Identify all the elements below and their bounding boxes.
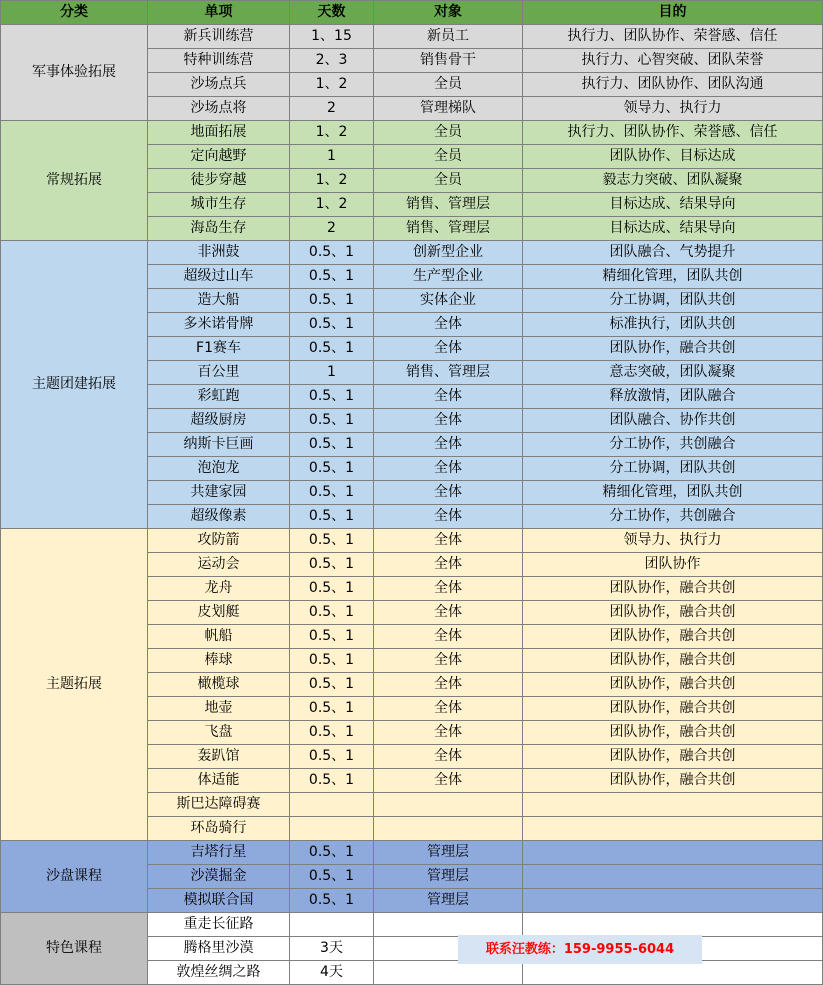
target-cell: 全体 <box>374 577 523 601</box>
item-cell: 多米诺骨牌 <box>148 313 290 337</box>
item-cell: 沙场点将 <box>148 97 290 121</box>
header-item: 单项 <box>148 1 290 25</box>
purpose-cell <box>523 817 823 841</box>
target-cell: 全体 <box>374 625 523 649</box>
target-cell <box>374 793 523 817</box>
item-cell: 橄榄球 <box>148 673 290 697</box>
item-cell: 运动会 <box>148 553 290 577</box>
item-cell: 轰趴馆 <box>148 745 290 769</box>
item-cell: 彩虹跑 <box>148 385 290 409</box>
item-cell: 攻防箭 <box>148 529 290 553</box>
target-cell: 生产型企业 <box>374 265 523 289</box>
item-cell: 吉塔行星 <box>148 841 290 865</box>
target-cell: 全体 <box>374 505 523 529</box>
purpose-cell <box>523 913 823 937</box>
target-cell: 全体 <box>374 337 523 361</box>
item-cell: 海岛生存 <box>148 217 290 241</box>
days-cell: 0.5、1 <box>290 529 374 553</box>
target-cell: 全体 <box>374 697 523 721</box>
purpose-cell: 团队协作，融合共创 <box>523 577 823 601</box>
category-cell: 军事体验拓展 <box>1 25 148 121</box>
table-body <box>1 25 823 985</box>
days-cell: 0.5、1 <box>290 673 374 697</box>
purpose-cell: 释放激情，团队融合 <box>523 385 823 409</box>
days-cell: 0.5、1 <box>290 577 374 601</box>
header-days: 天数 <box>290 1 374 25</box>
item-cell: 地面拓展 <box>148 121 290 145</box>
category-cell: 主题拓展 <box>1 529 148 841</box>
days-cell <box>290 793 374 817</box>
purpose-cell: 团队协作、目标达成 <box>523 145 823 169</box>
contact-banner: 联系汪教练：159-9955-6044 <box>458 935 702 964</box>
purpose-cell: 分工协作，共创融合 <box>523 505 823 529</box>
item-cell: 棒球 <box>148 649 290 673</box>
item-cell: 泡泡龙 <box>148 457 290 481</box>
item-cell: 重走长征路 <box>148 913 290 937</box>
target-cell: 全员 <box>374 73 523 97</box>
purpose-cell: 目标达成、结果导向 <box>523 217 823 241</box>
item-cell: 新兵训练营 <box>148 25 290 49</box>
category-cell: 主题团建拓展 <box>1 241 148 529</box>
item-cell: 特种训练营 <box>148 49 290 73</box>
days-cell <box>290 817 374 841</box>
item-cell: 腾格里沙漠 <box>148 937 290 961</box>
days-cell: 0.5、1 <box>290 553 374 577</box>
days-cell: 0.5、1 <box>290 601 374 625</box>
days-cell: 1、15 <box>290 25 374 49</box>
days-cell: 0.5、1 <box>290 409 374 433</box>
target-cell: 全体 <box>374 433 523 457</box>
item-cell: 定向越野 <box>148 145 290 169</box>
item-cell: 非洲鼓 <box>148 241 290 265</box>
days-cell: 1、2 <box>290 121 374 145</box>
category-cell: 沙盘课程 <box>1 841 148 913</box>
target-cell: 全体 <box>374 529 523 553</box>
header-target: 对象 <box>374 1 523 25</box>
days-cell: 0.5、1 <box>290 889 374 913</box>
target-cell: 全体 <box>374 601 523 625</box>
header-row <box>1 1 823 25</box>
item-cell: 纳斯卡巨画 <box>148 433 290 457</box>
days-cell: 0.5、1 <box>290 625 374 649</box>
target-cell: 销售骨干 <box>374 49 523 73</box>
item-cell: 超级像素 <box>148 505 290 529</box>
purpose-cell: 分工协调，团队共创 <box>523 457 823 481</box>
item-cell: 超级厨房 <box>148 409 290 433</box>
target-cell: 全体 <box>374 745 523 769</box>
purpose-cell: 执行力、团队协作、荣誉感、信任 <box>523 25 823 49</box>
purpose-cell: 团队协作，融合共创 <box>523 601 823 625</box>
purpose-cell: 毅志力突破、团队凝聚 <box>523 169 823 193</box>
table-row <box>1 121 823 145</box>
purpose-cell: 团队协作，融合共创 <box>523 745 823 769</box>
target-cell: 创新型企业 <box>374 241 523 265</box>
item-cell: 敦煌丝绸之路 <box>148 961 290 985</box>
purpose-cell: 精细化管理，团队共创 <box>523 481 823 505</box>
days-cell: 0.5、1 <box>290 337 374 361</box>
target-cell: 全体 <box>374 673 523 697</box>
purpose-cell: 标准执行，团队共创 <box>523 313 823 337</box>
target-cell: 全体 <box>374 769 523 793</box>
target-cell: 全体 <box>374 385 523 409</box>
days-cell: 2 <box>290 97 374 121</box>
item-cell: 模拟联合国 <box>148 889 290 913</box>
purpose-cell <box>523 889 823 913</box>
target-cell: 全员 <box>374 169 523 193</box>
days-cell: 0.5、1 <box>290 481 374 505</box>
purpose-cell <box>523 841 823 865</box>
item-cell: 共建家园 <box>148 481 290 505</box>
table-row <box>1 913 823 937</box>
days-cell: 2 <box>290 217 374 241</box>
target-cell: 销售、管理层 <box>374 193 523 217</box>
item-cell: 飞盘 <box>148 721 290 745</box>
table-row <box>1 841 823 865</box>
target-cell <box>374 961 523 985</box>
target-cell: 管理层 <box>374 889 523 913</box>
days-cell: 0.5、1 <box>290 313 374 337</box>
item-cell: 环岛骑行 <box>148 817 290 841</box>
purpose-cell: 团队协作，融合共创 <box>523 625 823 649</box>
days-cell: 0.5、1 <box>290 865 374 889</box>
target-cell: 销售、管理层 <box>374 217 523 241</box>
days-cell: 1 <box>290 361 374 385</box>
item-cell: F1赛车 <box>148 337 290 361</box>
purpose-cell: 团队协作，融合共创 <box>523 697 823 721</box>
days-cell: 0.5、1 <box>290 721 374 745</box>
target-cell: 全员 <box>374 145 523 169</box>
table-row <box>1 25 823 49</box>
days-cell: 0.5、1 <box>290 769 374 793</box>
target-cell <box>374 817 523 841</box>
days-cell: 1、2 <box>290 193 374 217</box>
item-cell: 斯巴达障碍赛 <box>148 793 290 817</box>
days-cell: 0.5、1 <box>290 649 374 673</box>
purpose-cell <box>523 865 823 889</box>
purpose-cell: 执行力、团队协作、荣誉感、信任 <box>523 121 823 145</box>
days-cell: 0.5、1 <box>290 697 374 721</box>
item-cell: 地壶 <box>148 697 290 721</box>
purpose-cell: 领导力、执行力 <box>523 97 823 121</box>
target-cell: 全员 <box>374 121 523 145</box>
purpose-cell: 分工协调，团队共创 <box>523 289 823 313</box>
purpose-cell: 团队协作 <box>523 553 823 577</box>
target-cell: 新员工 <box>374 25 523 49</box>
purpose-cell: 目标达成、结果导向 <box>523 193 823 217</box>
days-cell <box>290 913 374 937</box>
target-cell: 全体 <box>374 457 523 481</box>
purpose-cell: 意志突破，团队凝聚 <box>523 361 823 385</box>
days-cell: 0.5、1 <box>290 505 374 529</box>
purpose-cell <box>523 793 823 817</box>
item-cell: 体适能 <box>148 769 290 793</box>
target-cell <box>374 913 523 937</box>
purpose-cell: 分工协作，共创融合 <box>523 433 823 457</box>
purpose-cell: 团队协作，融合共创 <box>523 337 823 361</box>
purpose-cell: 团队协作，融合共创 <box>523 649 823 673</box>
item-cell: 城市生存 <box>148 193 290 217</box>
purpose-cell: 团队融合、协作共创 <box>523 409 823 433</box>
category-cell: 特色课程 <box>1 913 148 985</box>
purpose-cell: 领导力、执行力 <box>523 529 823 553</box>
target-cell: 全体 <box>374 721 523 745</box>
days-cell: 0.5、1 <box>290 289 374 313</box>
item-cell: 超级过山车 <box>148 265 290 289</box>
purpose-cell: 团队融合、气势提升 <box>523 241 823 265</box>
days-cell: 1、2 <box>290 73 374 97</box>
days-cell: 3天 <box>290 937 374 961</box>
days-cell: 0.5、1 <box>290 433 374 457</box>
purpose-cell: 团队协作，融合共创 <box>523 721 823 745</box>
item-cell: 沙场点兵 <box>148 73 290 97</box>
item-cell: 沙漠掘金 <box>148 865 290 889</box>
days-cell: 2、3 <box>290 49 374 73</box>
target-cell: 全体 <box>374 649 523 673</box>
header-category: 分类 <box>1 1 148 25</box>
category-cell: 常规拓展 <box>1 121 148 241</box>
purpose-cell: 团队协作，融合共创 <box>523 769 823 793</box>
days-cell: 0.5、1 <box>290 841 374 865</box>
item-cell: 徒步穿越 <box>148 169 290 193</box>
days-cell: 0.5、1 <box>290 241 374 265</box>
header-purpose: 目的 <box>523 1 823 25</box>
table-row <box>1 529 823 553</box>
item-cell: 龙舟 <box>148 577 290 601</box>
days-cell: 1、2 <box>290 169 374 193</box>
days-cell: 4天 <box>290 961 374 985</box>
target-cell: 全体 <box>374 409 523 433</box>
target-cell: 全体 <box>374 553 523 577</box>
days-cell: 1 <box>290 145 374 169</box>
purpose-cell: 精细化管理，团队共创 <box>523 265 823 289</box>
target-cell: 全体 <box>374 481 523 505</box>
item-cell: 百公里 <box>148 361 290 385</box>
purpose-cell: 执行力、心智突破、团队荣誉 <box>523 49 823 73</box>
purpose-cell: 执行力、团队协作、团队沟通 <box>523 73 823 97</box>
purpose-cell <box>523 961 823 985</box>
days-cell: 0.5、1 <box>290 457 374 481</box>
target-cell: 全体 <box>374 313 523 337</box>
purpose-cell: 团队协作，融合共创 <box>523 673 823 697</box>
table-row <box>1 241 823 265</box>
target-cell: 管理层 <box>374 841 523 865</box>
target-cell: 实体企业 <box>374 289 523 313</box>
days-cell: 0.5、1 <box>290 745 374 769</box>
target-cell: 管理梯队 <box>374 97 523 121</box>
days-cell: 0.5、1 <box>290 265 374 289</box>
target-cell: 管理层 <box>374 865 523 889</box>
days-cell: 0.5、1 <box>290 385 374 409</box>
item-cell: 造大船 <box>148 289 290 313</box>
item-cell: 帆船 <box>148 625 290 649</box>
target-cell: 销售、管理层 <box>374 361 523 385</box>
item-cell: 皮划艇 <box>148 601 290 625</box>
